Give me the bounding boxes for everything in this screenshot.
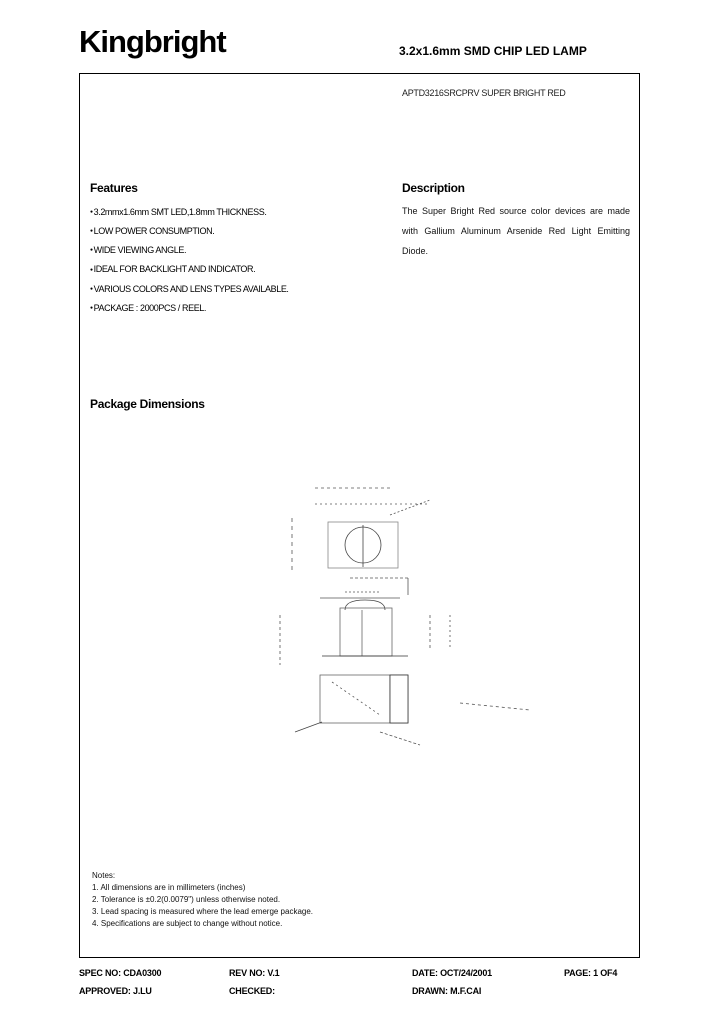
package-dimensions-heading: Package Dimensions [90,397,205,411]
features-heading: Features [90,181,138,195]
note-item: 2. Tolerance is ±0.2(0.0079") unless otherwise noted. [92,895,281,904]
revision-number: REV NO: V.1 [229,968,280,978]
checked-by: CHECKED: [229,986,275,996]
page-number: PAGE: 1 OF4 [564,968,618,978]
feature-item: ● VARIOUS COLORS AND LENS TYPES AVAILABLE. [90,280,289,299]
notes-section [92,870,313,930]
feature-item: ● LOW POWER CONSUMPTION. [90,222,289,241]
description-heading: Description [402,181,465,195]
part-number: APTD3216SRCPRV SUPER BRIGHT RED [402,88,566,98]
features-list [90,203,289,318]
notes-heading: Notes: [92,871,116,880]
brand-logo: Kingbright [79,24,226,59]
note-item: 3. Lead spacing is measured where the lead emerge package. [92,907,314,916]
feature-item: ● 3.2mmx1.6mm SMT LED,1.8mm THICKNESS. [90,203,289,222]
document-title: 3.2x1.6mm SMD CHIP LED LAMP [399,44,587,58]
feature-item: ● IDEAL FOR BACKLIGHT AND INDICATOR. [90,260,289,279]
package-dimensions-drawing [270,470,550,760]
document-date: DATE: OCT/24/2001 [412,968,492,978]
feature-item: ● WIDE VIEWING ANGLE. [90,241,289,260]
note-item: 1. All dimensions are in millimeters (inches) [92,883,246,892]
feature-item: ● PACKAGE : 2000PCS / REEL. [90,299,289,318]
spec-number: SPEC NO: CDA0300 [79,968,162,978]
drawn-by: DRAWN: M.F.CAI [412,986,482,996]
approved-by: APPROVED: J.LU [79,986,152,996]
description-text: The Super Bright Red source color devices are made with Gallium Aluminum Arsenide Red Light Emitting Diode. [402,206,630,256]
note-item: 4. Specifications are subject to change without notice. [92,919,283,928]
